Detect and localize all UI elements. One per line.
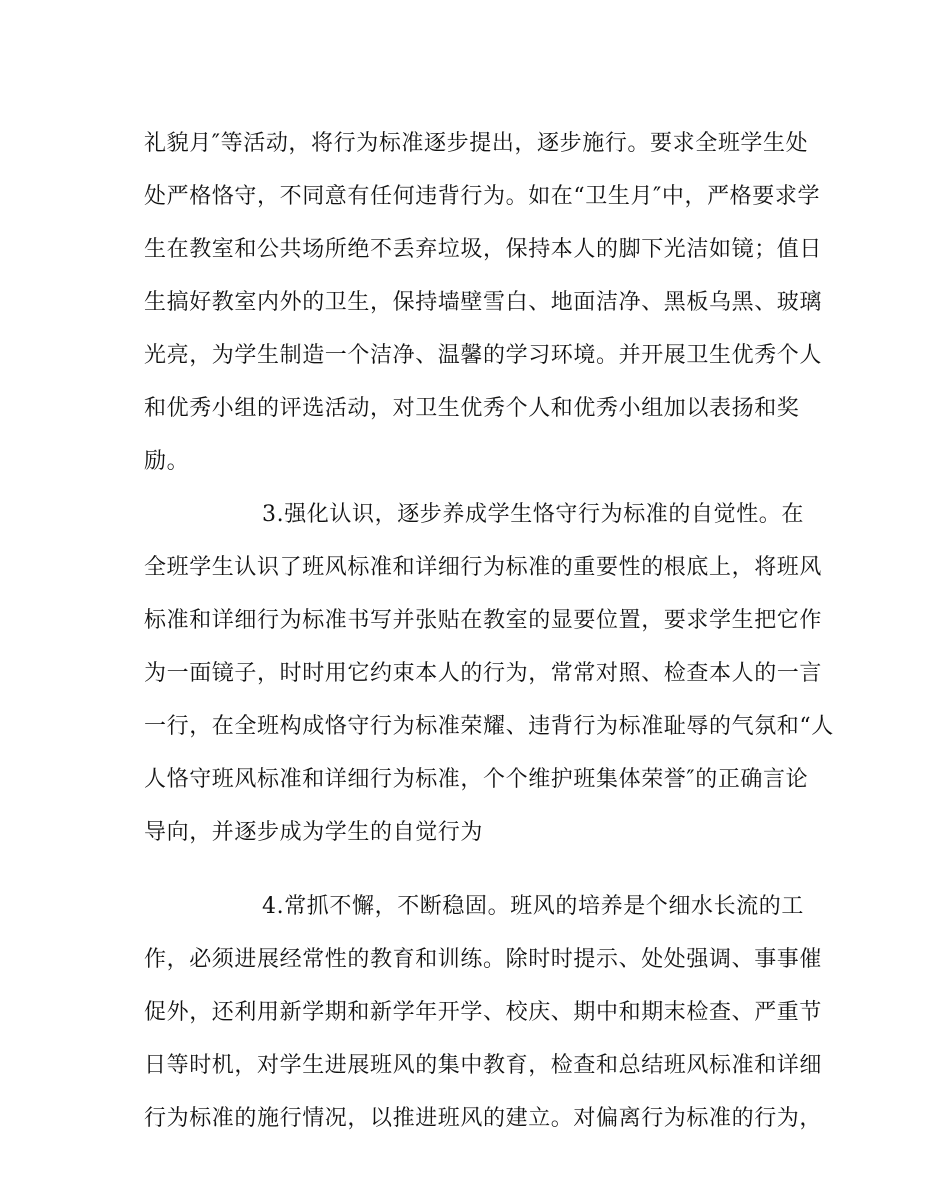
text-line: 促外，还利用新学期和新学年开学、校庆、期中和期末检查、严重节 [144, 1000, 823, 1025]
text-line: 导向，并逐步成为学生的自觉行为 [144, 820, 484, 845]
text-line: 生在教室和公共场所绝不丢弃垃圾，保持本人的脚下光洁如镜；值日 [144, 237, 823, 262]
text-line: 人恪守班风标准和详细行为标准，个个维护班集体荣誉″的正确言论 [144, 767, 809, 792]
text-line: 行为标准的施行情况，以推进班风的建立。对偏离行为标准的行为， [144, 1106, 823, 1131]
text-line: 作，必须进展经常性的教育和训练。除时时提示、处处强调、事事催 [144, 947, 823, 972]
text-line: 全班学生认识了班风标准和详细行为标准的重要性的根底上，将班风 [144, 555, 823, 580]
text-line: 光亮，为学生制造一个洁净、温馨的学习环境。并开展卫生优秀个人 [144, 343, 823, 368]
text-line: 生搞好教室内外的卫生，保持墙壁雪白、地面洁净、黑板乌黑、玻璃 [144, 290, 823, 315]
text-line: 和优秀小组的评选活动，对卫生优秀个人和优秀小组加以表扬和奖 [144, 396, 800, 421]
text-line: 礼貌月″等活动，将行为标准逐步提出，逐步施行。要求全班学生处 [144, 131, 809, 156]
text-line: 励。 [144, 449, 190, 474]
text-line: 标准和详细行为标准书写并张贴在教室的显要位置，要求学生把它作 [144, 608, 823, 633]
text-line: 处严格恪守，不同意有任何违背行为。如在“卫生月″中，严格要求学 [144, 184, 821, 209]
section-heading-line: 4.常抓不懈，不断稳固。班风的培养是个细水长流的工 [262, 894, 804, 919]
section-heading-line: 3.强化认识，逐步养成学生恪守行为标准的自觉性。在 [262, 502, 804, 527]
text-line: 为一面镜子，时时用它约束本人的行为，常常对照、检查本人的一言 [144, 661, 823, 686]
text-line: 一行，在全班构成恪守行为标准荣耀、违背行为标准耻辱的气氛和“人 [144, 714, 834, 739]
text-line: 日等时机，对学生进展班风的集中教育，检查和总结班风标准和详细 [144, 1053, 823, 1078]
